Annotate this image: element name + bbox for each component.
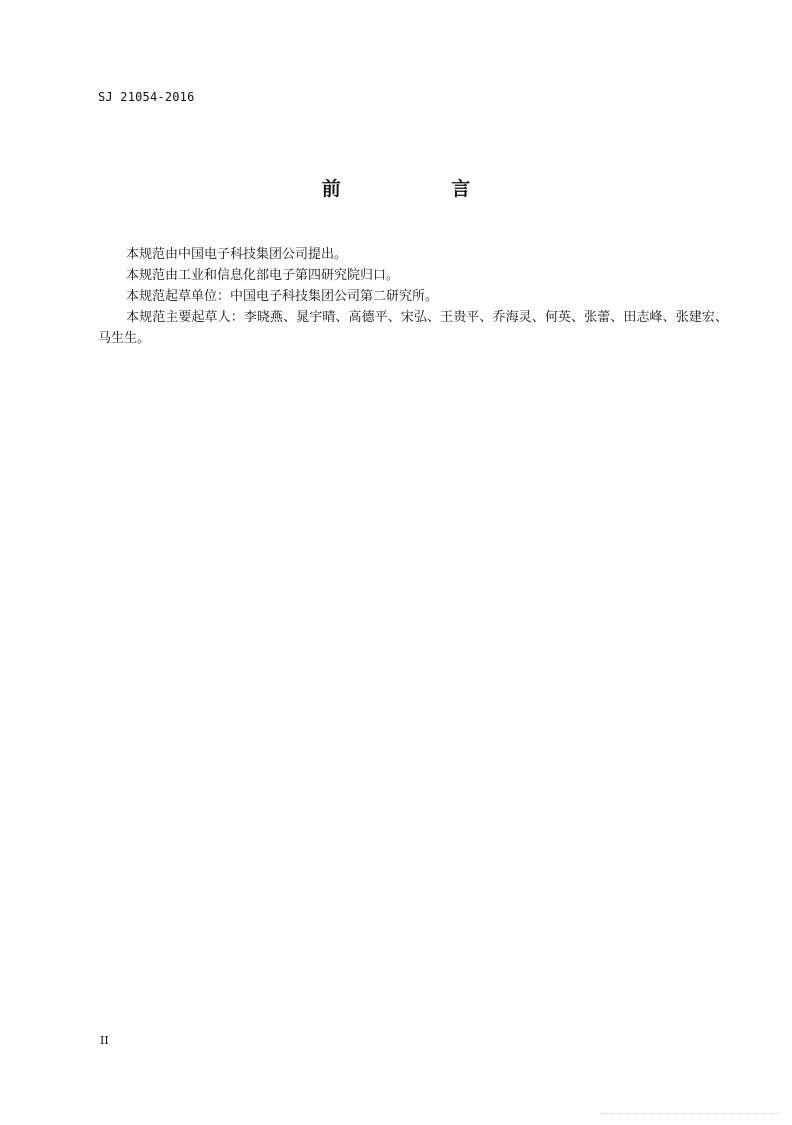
page-title: 前 言	[321, 178, 523, 200]
standard-code: SJ 21054-2016	[98, 90, 195, 104]
paragraph-drafting-unit: 本规范起草单位：中国电子科技集团公司第二研究所。	[126, 289, 439, 304]
paragraph-drafters: 本规范主要起草人：李晓燕、晁宇晴、高德平、宋弘、王贵平、乔海灵、何英、张蕾、田志峰、张建宏、马生生。	[98, 310, 728, 346]
paragraph-proposer: 本规范由中国电子科技集团公司提出。	[126, 247, 348, 262]
page-number: II	[100, 1034, 109, 1047]
foreword-body	[98, 244, 728, 349]
paragraph-administrator: 本规范由工业和信息化部电子第四研究院归口。	[126, 268, 400, 283]
footer-divider	[600, 1113, 780, 1114]
